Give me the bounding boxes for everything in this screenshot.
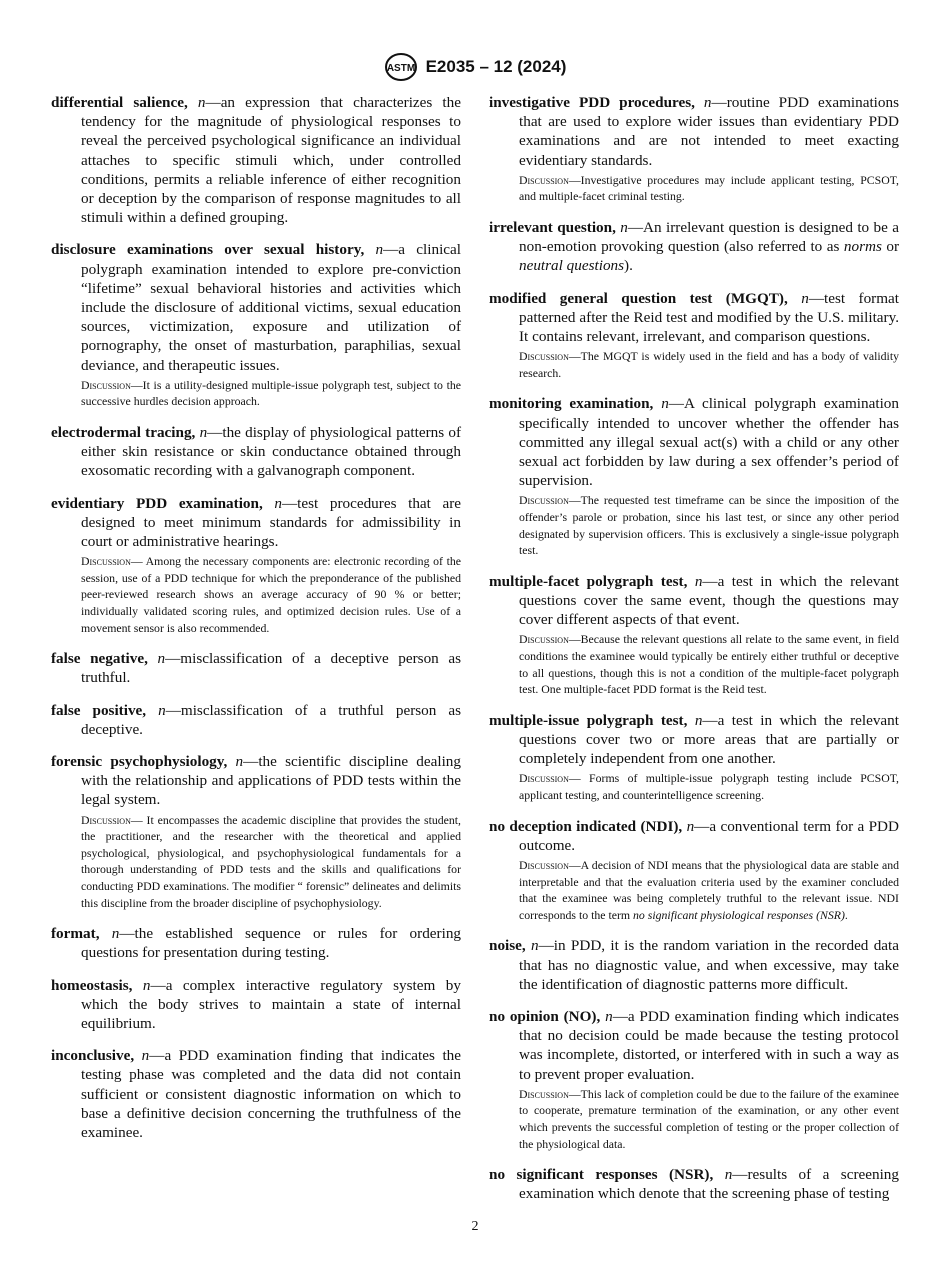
definition-text: or [881, 238, 900, 256]
glossary-entry [51, 93, 461, 227]
part-of-speech: n [197, 94, 206, 111]
discussion-note [51, 553, 461, 636]
part-of-speech: n [375, 241, 384, 259]
entry-definition: —a clinical polygraph examination intended to explore pre-conviction “lifetime” sexual behavioral histories and activities which include the disclosure of additional victims, sexual education sources, victimization, exposure and utilization of pornography, the onset of masturbation, paraphilias, sexual deviance, and therapeutic issues. [81, 241, 461, 374]
definition-text: ). [624, 257, 633, 275]
entry-definition: —a PDD examination finding which indicates that no decision could be made because the testing protocol was incomplete, distorted, or interfered with in such a way as to prevent proper evaluation. [519, 1007, 900, 1083]
page-header [0, 52, 950, 82]
discussion-note [489, 770, 899, 803]
left-column [51, 93, 461, 1155]
discussion-note [489, 492, 899, 558]
entry-definition: —misclassification of a deceptive person as truthful. [81, 650, 462, 687]
discussion-label: Discussion [519, 349, 569, 364]
entry-term: forensic psychophysiology, [51, 753, 228, 771]
glossary-entry [51, 976, 461, 1034]
discussion-text: —The requested test timeframe can be since the imposition of the offender’s parole or probation, since his last test, or since any other period designated by supervision officers. This is exclusively a single-issue polygraph test. [519, 493, 899, 558]
discussion-note [489, 1086, 899, 1152]
discussion-note [51, 812, 461, 912]
entry-term: format, [51, 925, 100, 943]
part-of-speech: n [142, 976, 151, 994]
entry-term: no significant responses (NSR), [489, 1166, 714, 1184]
entry-term: monitoring examination, [489, 395, 654, 413]
discussion-text: —This lack of completion could be due to the failure of the examinee to cooperate, premature termination of the examination, or any other event which prevents the successful completion of testing or the proper collection of the physiological data. [519, 1086, 899, 1151]
entry-term: homeostasis, [51, 976, 133, 994]
glossary-entry [51, 649, 461, 687]
entry-definition: —An irrelevant question is designed to be a non-emotion provoking question (also referred to as [519, 219, 899, 256]
glossary-entry [51, 1046, 461, 1142]
glossary-entry [489, 1165, 899, 1203]
right-column [489, 93, 899, 1217]
part-of-speech: n [157, 650, 166, 668]
glossary-entry [51, 494, 461, 552]
part-of-speech: n [605, 1007, 613, 1025]
part-of-speech: n [694, 711, 703, 729]
glossary-entry [51, 701, 461, 739]
glossary-entry [489, 218, 899, 276]
entry-term: investigative PDD procedures, [489, 94, 695, 111]
part-of-speech: n [141, 1047, 150, 1065]
discussion-text: . [844, 907, 848, 922]
entry-term: disclosure examinations over sexual history, [51, 241, 365, 259]
entry-definition: —a test in which the relevant questions cover the same event, though the questions may cover different aspects of that event. [519, 572, 899, 629]
entry-term: false negative, [51, 650, 148, 668]
glossary-entry [489, 817, 899, 855]
definition-italic: neutral questions [519, 257, 625, 275]
part-of-speech: n [111, 925, 120, 943]
entry-definition: —test format patterned after the Reid test and modified by the U.S. military. It contains relevant, irrelevant, and comparison questions. [519, 289, 900, 346]
entry-term: modified general question test (MGQT), [489, 289, 788, 307]
part-of-speech: n [661, 395, 669, 413]
discussion-label: Discussion [519, 857, 569, 872]
glossary-entry [489, 1007, 899, 1084]
entry-term: electrodermal tracing, [51, 424, 196, 442]
discussion-text: —A decision of NDI means that the physiological data are stable and interpretable and that the evaluation criteria used by the examiner concluded that the examinee was being completely truthful to the relevant issue. NDI corresponds to the term [519, 857, 899, 922]
glossary-entry [489, 572, 899, 630]
part-of-speech: n [620, 219, 628, 236]
discussion-label: Discussion [81, 554, 131, 569]
entry-term: multiple-issue polygraph test, [489, 711, 688, 729]
entry-definition: —a test in which the relevant questions cover two or more areas that are partially or completely independent from one another. [519, 711, 899, 768]
glossary-entry [489, 93, 899, 170]
entry-definition: —in PDD, it is the random variation in the recorded data that has no diagnostic value, and when excessive, may take the identification of diagnostic patterns more difficult. [519, 937, 899, 993]
entry-term: evidentiary PDD examination, [51, 494, 263, 512]
part-of-speech: n [686, 817, 695, 835]
discussion-note [489, 631, 899, 697]
discussion-label: Discussion [519, 172, 569, 187]
entry-definition: —the scientific discipline dealing with the relationship and applications of PDD tests within the legal system. [81, 753, 461, 809]
discussion-label: Discussion [519, 1086, 569, 1101]
discussion-note [489, 348, 899, 381]
part-of-speech: n [801, 289, 809, 307]
part-of-speech: n [703, 94, 712, 111]
glossary-entry [489, 394, 899, 490]
discussion-text: —Investigative procedures may include applicant testing, PCSOT, and multiple-facet criminal testing. [519, 172, 899, 204]
entry-term: differential salience, [51, 94, 188, 111]
entry-term: multiple-facet polygraph test, [489, 572, 688, 590]
astm-logo-icon [384, 52, 418, 82]
glossary-entry [51, 240, 461, 374]
entry-term: false positive, [51, 701, 147, 719]
discussion-text: —It is a utility-designed multiple-issue polygraph test, subject to the successive hurdles decision approach. [81, 377, 461, 409]
discussion-text: —The MGQT is widely used in the field and has a body of validity research. [519, 349, 899, 380]
discussion-note [51, 377, 461, 410]
entry-term: noise, [489, 937, 526, 955]
entry-definition: —results of a screening examination which denote that the screening phase of testing [519, 1166, 899, 1203]
glossary-entry [489, 936, 899, 994]
discussion-italic: no significant physiological responses (NSR) [633, 907, 845, 922]
discussion-label: Discussion [519, 493, 569, 508]
entry-term: inconclusive, [51, 1047, 135, 1065]
entry-definition: —a conventional term for a PDD outcome. [519, 817, 899, 854]
discussion-note [489, 857, 899, 923]
glossary-entry [51, 423, 461, 481]
entry-definition: —test procedures that are designed to meet minimum standards for admissibility in court or administrative hearings. [81, 494, 462, 551]
entry-definition: —the display of physiological patterns of either skin resistance or skin conductance obtained through exosomatic recording with a galvanograph component. [81, 424, 461, 480]
entry-definition: —a PDD examination finding that indicates the testing phase was completed and the data did not contain sufficient or consistent diagnostic information on which to base a definitive decision concerning the truthfulness of the examinee. [81, 1047, 461, 1142]
definition-italic: norms [843, 238, 882, 256]
entry-term: no deception indicated (NDI), [489, 817, 683, 835]
glossary-entry [489, 711, 899, 769]
entry-definition: —an expression that characterizes the tendency for the magnitude of physiological responses to reveal the perceived psychological significance an individual attaches to specific stimuli which, under controlled conditions, permits a reliable inference of either recognition or deception by the comparison of response magnitudes to all stimuli within a defined grouping. [81, 94, 461, 227]
entry-definition: —the established sequence or rules for ordering questions for presentation during testing. [81, 925, 462, 962]
discussion-label: Discussion [519, 632, 569, 647]
part-of-speech: n [724, 1166, 733, 1184]
entry-term: no opinion (NO), [489, 1007, 601, 1025]
entry-definition: —a complex interactive regulatory system by which the body strives to maintain a state of internal equilibrium. [81, 976, 461, 1033]
part-of-speech: n [199, 424, 208, 442]
part-of-speech: n [158, 701, 166, 719]
discussion-label: Discussion [81, 812, 131, 827]
part-of-speech: n [274, 494, 282, 512]
part-of-speech: n [694, 572, 703, 590]
discussion-text: — It encompasses the academic discipline that provides the student, the practitioner, and the researcher with the theoretical and applied psychological, physiological, and psychophysiological fundamentals for a thorough understanding of PDD tests and the skills and qualifications for conducting PDD examinations. The modifier “ forensic” delineates and delimits this discipline from the broader discipline of psychophysiology. [81, 812, 461, 910]
glossary-entry [51, 752, 461, 810]
discussion-text: —Because the relevant questions all relate to the same event, in field conditions the examinee would typically be entirely either truthful or deceptive to all questions, though this is not a condition of the multiple-facet polygraph test. One multiple-facet PDD format is the Reid test. [519, 632, 899, 697]
part-of-speech: n [235, 753, 244, 771]
glossary-entry [51, 924, 461, 962]
entry-term: irrelevant question, [489, 219, 616, 236]
entry-definition: —routine PDD examinations that are used to explore wider issues than evidentiary PDD examinations and are not intended to meet exacting evidentiary standards. [519, 94, 900, 169]
standard-designation: E2035 – 12 (2024) [425, 57, 567, 76]
glossary-entry [489, 289, 899, 347]
page-number: 2 [471, 1219, 479, 1234]
discussion-label: Discussion [519, 771, 569, 786]
logo-text: ASTM [386, 63, 415, 74]
discussion-label: Discussion [81, 377, 131, 392]
entry-definition: —misclassification of a truthful person as deceptive. [81, 701, 461, 738]
entry-definition: —A clinical polygraph examination specifically intended to uncover whether the offender has committed any illegal sexual act(s) with a child or any other sexual act forbidden by law during a sex offender’s period of supervision. [519, 395, 899, 490]
discussion-text: — Forms of multiple-issue polygraph testing include PCSOT, applicant testing, and counterintelligence screening. [519, 771, 899, 802]
discussion-text: — Among the necessary components are: electronic recording of the session, use of a PDD technique for which the preponderance of the published peer-reviewed research shows an average accuracy of 90 % or better; individually validated scoring rules, and optimized decision rules. Use of a movement sensor is also recommended. [81, 554, 461, 635]
part-of-speech: n [531, 937, 539, 955]
discussion-note [489, 172, 899, 205]
